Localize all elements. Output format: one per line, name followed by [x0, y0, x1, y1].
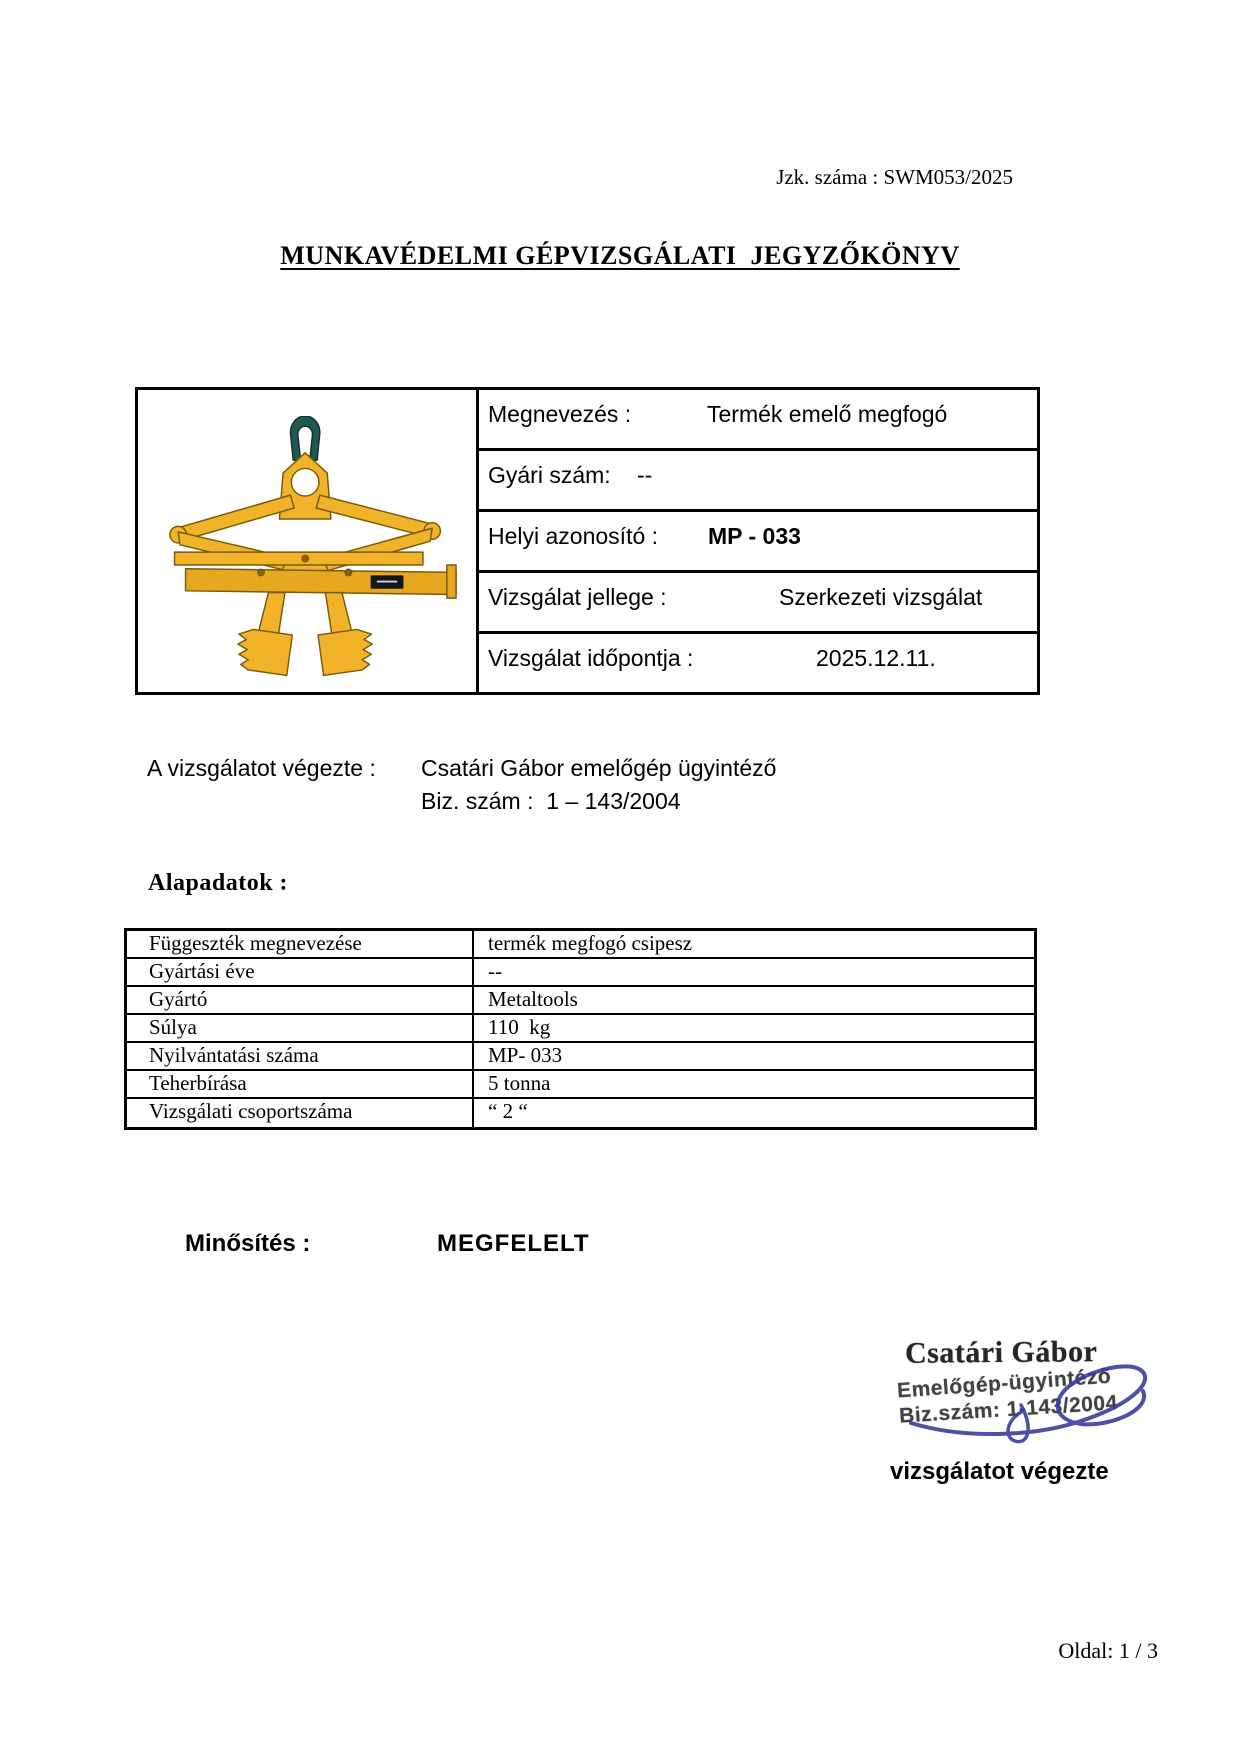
row-value: 110 kg [488, 1015, 551, 1039]
field-label: Vizsgálat jellege : [488, 584, 667, 610]
table-row [127, 959, 1034, 987]
row-value: MP- 033 [488, 1043, 563, 1067]
field-value: Termék emelő megfogó [707, 401, 948, 427]
field-label: Gyári szám: [488, 462, 611, 488]
journal-number: Jzk. száma : SWM053/2025 [776, 165, 1013, 189]
machine-photo-cell [138, 390, 479, 692]
machine-row-vizsgalat-idopontja [479, 634, 1037, 692]
machine-row-vizsgalat-jellege [479, 573, 1037, 634]
field-value: 2025.12.11. [816, 645, 936, 671]
row-value: Metaltools [488, 987, 578, 1011]
stamp-role: Emelőgép-ügyintéző [896, 1364, 1112, 1403]
row-label: Gyártási éve [127, 959, 474, 985]
stamp-license: Biz.szám: 1-143/2004 [898, 1391, 1119, 1428]
row-label: Teherbírása [127, 1071, 474, 1097]
product-lifting-grab-photo [142, 416, 472, 692]
field-value: Szerkezeti vizsgálat [779, 584, 983, 610]
field-label: Helyi azonosító : [488, 523, 659, 549]
qualification-value: MEGFELELT [437, 1230, 590, 1257]
row-value: 5 tonna [488, 1071, 551, 1095]
table-row [127, 987, 1034, 1015]
inspector-block [147, 752, 776, 818]
basic-data-heading: Alapadatok : [148, 870, 289, 896]
row-value: termék megfogó csipesz [488, 931, 693, 955]
row-label: Vizsgálati csoportszáma [127, 1099, 474, 1127]
signature-scribble [903, 1345, 1165, 1449]
table-row [127, 1015, 1034, 1043]
signature-caption: vizsgálatot végezte [890, 1458, 1109, 1485]
row-value: “ 2 “ [488, 1099, 528, 1123]
machine-row-megnevezes [479, 390, 1037, 451]
field-label: Vizsgálat időpontja : [488, 645, 694, 671]
table-row [127, 1043, 1034, 1071]
row-label: Nyilvántatási száma [127, 1043, 474, 1069]
page-number: Oldal: 1 / 3 [1058, 1638, 1158, 1663]
document-title: MUNKAVÉDELMI GÉPVIZSGÁLATI JEGYZŐKÖNYV [280, 241, 960, 270]
inspector-name: Csatári Gábor emelőgép ügyintéző [421, 755, 777, 781]
inspector-label: A vizsgálatot végezte : [147, 755, 376, 781]
inspector-license: Biz. szám : 1 – 143/2004 [421, 788, 681, 814]
field-value: MP - 033 [708, 523, 801, 549]
row-label: Gyártó [127, 987, 474, 1013]
row-label: Függeszték megnevezése [127, 931, 474, 957]
stamp-name: Csatári Gábor [904, 1335, 1098, 1370]
field-value: -- [637, 462, 653, 488]
qualification-block [185, 1230, 590, 1258]
table-row [127, 1071, 1034, 1099]
qualification-label: Minősítés : [185, 1230, 311, 1257]
machine-row-helyi-azonosito [479, 512, 1037, 573]
machine-row-gyari-szam [479, 451, 1037, 512]
inspector-line-1 [147, 752, 776, 785]
machine-id-table [135, 387, 1040, 695]
row-label: Súlya [127, 1015, 474, 1041]
basic-data-table [124, 928, 1037, 1130]
table-row [127, 1099, 1034, 1127]
row-value: -- [488, 959, 502, 983]
machine-fields [479, 390, 1037, 692]
table-row [127, 931, 1034, 959]
field-label: Megnevezés : [488, 401, 632, 427]
